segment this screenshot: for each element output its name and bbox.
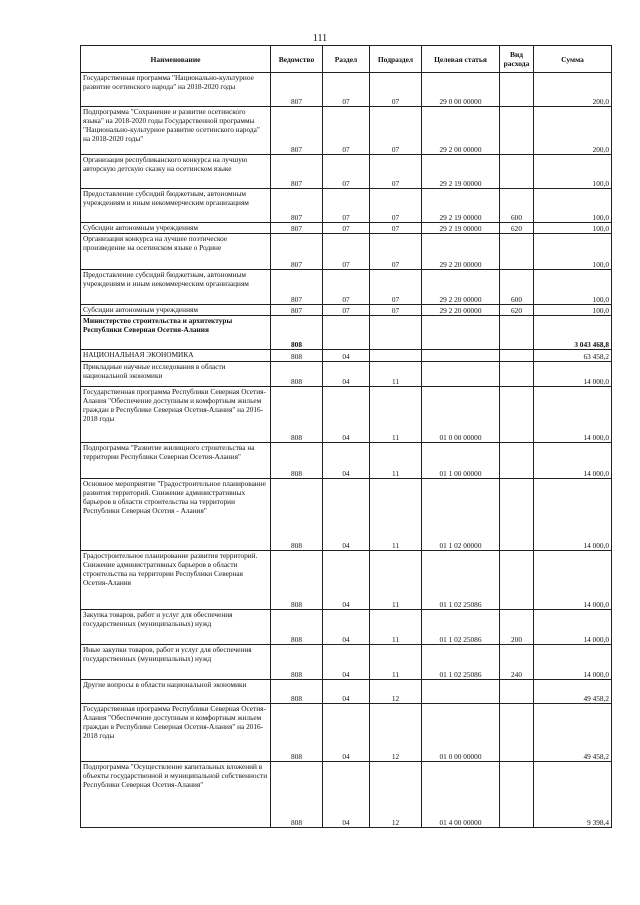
row-summa: 100,0 [534, 305, 612, 316]
header-vid-rashoda: Вид расхода [500, 46, 534, 73]
row-podrazdel: 11 [370, 610, 422, 645]
row-vid-rashoda [500, 680, 534, 704]
row-vedomstvo: 807 [271, 107, 323, 155]
row-vid-rashoda: 240 [500, 645, 534, 680]
row-summa: 200,0 [534, 73, 612, 107]
row-celevaya-statya: 01 0 00 00000 [422, 387, 500, 443]
table-header [81, 46, 612, 73]
table-row [81, 704, 612, 762]
table-row [81, 387, 612, 443]
row-vedomstvo: 807 [271, 73, 323, 107]
table-row [81, 155, 612, 189]
row-razdel [323, 316, 370, 350]
row-summa: 14 000,0 [534, 645, 612, 680]
row-summa: 14 000,0 [534, 443, 612, 479]
row-vid-rashoda: 620 [500, 305, 534, 316]
row-vid-rashoda [500, 704, 534, 762]
header-vedomstvo: Ведомство [271, 46, 323, 73]
table-row [81, 107, 612, 155]
row-celevaya-statya: 29 2 19 00000 [422, 223, 500, 234]
row-razdel: 04 [323, 387, 370, 443]
row-name: Другие вопросы в области национальной экономики [81, 680, 271, 704]
row-name: Градостроительное планирование развития территорий. Снижение административных барьеров в области строительства на территории Республики Северная Осетия-Алания [81, 551, 271, 610]
row-name: Государственная программа Республики Северная Осетия-Алания "Обеспечение доступным и комфортным жильем граждан в Республике Северная Осетия-Алания" на 2016-2018 годы [81, 387, 271, 443]
row-name: НАЦИОНАЛЬНАЯ ЭКОНОМИКА [81, 350, 271, 362]
row-vid-rashoda [500, 234, 534, 270]
table-row [81, 223, 612, 234]
row-podrazdel: 11 [370, 362, 422, 387]
row-razdel: 04 [323, 350, 370, 362]
row-summa: 100,0 [534, 270, 612, 305]
row-vedomstvo: 808 [271, 762, 323, 828]
row-razdel: 04 [323, 362, 370, 387]
row-vid-rashoda: 620 [500, 223, 534, 234]
row-podrazdel: 12 [370, 762, 422, 828]
row-name: Подпрограмма "Осуществление капитальных вложений в объекты государственной и муниципальной собственности Республики Северная Осетия-Алания" [81, 762, 271, 828]
row-vedomstvo: 808 [271, 387, 323, 443]
row-vid-rashoda [500, 443, 534, 479]
row-celevaya-statya: 01 1 02 25086 [422, 645, 500, 680]
row-summa: 3 043 468,8 [534, 316, 612, 350]
row-vedomstvo: 808 [271, 680, 323, 704]
row-vedomstvo: 807 [271, 189, 323, 223]
row-vid-rashoda [500, 350, 534, 362]
row-razdel: 04 [323, 610, 370, 645]
row-celevaya-statya [422, 680, 500, 704]
row-podrazdel: 12 [370, 704, 422, 762]
header-name: Наименование [81, 46, 271, 73]
row-celevaya-statya: 01 0 00 00000 [422, 704, 500, 762]
row-celevaya-statya [422, 362, 500, 387]
row-vedomstvo: 807 [271, 234, 323, 270]
row-celevaya-statya: 01 1 02 25086 [422, 551, 500, 610]
row-name: Подпрограмма "Сохранение и развитие осетинского языка" на 2018-2020 годы Государственной программы "Национально-культурное развитие осетинского народа" на 2018-2020 годы" [81, 107, 271, 155]
row-celevaya-statya: 01 4 00 00000 [422, 762, 500, 828]
row-summa: 14 000,0 [534, 387, 612, 443]
row-celevaya-statya: 29 2 20 00000 [422, 270, 500, 305]
row-vid-rashoda [500, 73, 534, 107]
row-name: Организация республиканского конкурса на лучшую авторскую детскую сказку на осетинском языке [81, 155, 271, 189]
row-razdel: 07 [323, 73, 370, 107]
row-celevaya-statya: 29 2 19 00000 [422, 155, 500, 189]
row-summa: 200,0 [534, 107, 612, 155]
row-celevaya-statya [422, 350, 500, 362]
row-vid-rashoda [500, 551, 534, 610]
table-row [81, 305, 612, 316]
row-vid-rashoda: 600 [500, 189, 534, 223]
row-razdel: 07 [323, 189, 370, 223]
row-podrazdel: 07 [370, 107, 422, 155]
row-podrazdel: 11 [370, 645, 422, 680]
row-vedomstvo: 808 [271, 350, 323, 362]
row-razdel: 04 [323, 443, 370, 479]
row-vid-rashoda [500, 155, 534, 189]
table-row [81, 762, 612, 828]
row-razdel: 07 [323, 234, 370, 270]
row-vedomstvo: 808 [271, 610, 323, 645]
row-podrazdel: 07 [370, 73, 422, 107]
row-name: Прикладные научные исследования в области национальной экономики [81, 362, 271, 387]
row-razdel: 07 [323, 270, 370, 305]
table-row [81, 316, 612, 350]
row-podrazdel [370, 350, 422, 362]
row-celevaya-statya: 29 2 20 00000 [422, 234, 500, 270]
row-summa: 63 458,2 [534, 350, 612, 362]
row-razdel: 07 [323, 107, 370, 155]
table-row [81, 443, 612, 479]
row-celevaya-statya: 01 1 02 00000 [422, 479, 500, 551]
row-name: Основное мероприятие "Градостроительное планирование развития территорий. Снижение административных барьеров в области строительства на территории Республики Северная Осетия - Алания" [81, 479, 271, 551]
row-name: Закупка товаров, работ и услуг для обеспечения государственных (муниципальных) нужд [81, 610, 271, 645]
row-summa: 9 398,4 [534, 762, 612, 828]
row-name: Организация конкурса на лучшее поэтическое произведение на осетинском языке о Родине [81, 234, 271, 270]
page-number: 111 [312, 33, 328, 44]
row-summa: 49 458,2 [534, 704, 612, 762]
row-vid-rashoda [500, 107, 534, 155]
table-row [81, 551, 612, 610]
row-vedomstvo: 808 [271, 645, 323, 680]
row-vedomstvo: 808 [271, 479, 323, 551]
table-body [81, 73, 612, 828]
row-summa: 100,0 [534, 189, 612, 223]
row-vid-rashoda [500, 762, 534, 828]
header-celevaya-statya: Целевая статья [422, 46, 500, 73]
header-razdel: Раздел [323, 46, 370, 73]
table-row [81, 479, 612, 551]
row-name: Министерство строительства и архитектуры Республики Северная Осетия-Алания [81, 316, 271, 350]
row-razdel: 04 [323, 704, 370, 762]
row-name: Подпрограмма "Развитие жилищного строительства на территории Республики Северная Осетия-Алания" [81, 443, 271, 479]
table-row [81, 350, 612, 362]
table-row [81, 645, 612, 680]
row-podrazdel: 07 [370, 155, 422, 189]
table-row [81, 234, 612, 270]
row-vid-rashoda: 600 [500, 270, 534, 305]
header-summa: Сумма [534, 46, 612, 73]
row-celevaya-statya: 29 2 19 00000 [422, 189, 500, 223]
row-celevaya-statya: 29 0 00 00000 [422, 73, 500, 107]
row-name: Предоставление субсидий бюджетным, автономным учреждениям и иным некоммерческим организациям [81, 189, 271, 223]
table-row [81, 73, 612, 107]
header-podrazdel: Подраздел [370, 46, 422, 73]
row-vedomstvo: 808 [271, 316, 323, 350]
table-row [81, 189, 612, 223]
row-celevaya-statya: 29 2 00 00000 [422, 107, 500, 155]
row-name: Иные закупки товаров, работ и услуг для обеспечения государственных (муниципальных) нужд [81, 645, 271, 680]
row-podrazdel: 11 [370, 479, 422, 551]
row-podrazdel: 11 [370, 387, 422, 443]
row-razdel: 07 [323, 223, 370, 234]
row-name: Предоставление субсидий бюджетным, автономным учреждениям и иным некоммерческим организациям [81, 270, 271, 305]
row-summa: 100,0 [534, 223, 612, 234]
table-row [81, 680, 612, 704]
row-vid-rashoda [500, 316, 534, 350]
row-podrazdel: 07 [370, 270, 422, 305]
row-vedomstvo: 807 [271, 270, 323, 305]
row-razdel: 04 [323, 680, 370, 704]
row-vedomstvo: 808 [271, 443, 323, 479]
row-summa: 49 458,2 [534, 680, 612, 704]
row-podrazdel: 07 [370, 305, 422, 316]
row-vid-rashoda [500, 362, 534, 387]
row-vedomstvo: 808 [271, 551, 323, 610]
table-row [81, 362, 612, 387]
table-row [81, 270, 612, 305]
row-summa: 100,0 [534, 155, 612, 189]
row-podrazdel: 11 [370, 551, 422, 610]
row-summa: 14 000,0 [534, 479, 612, 551]
row-vid-rashoda [500, 387, 534, 443]
row-vid-rashoda: 200 [500, 610, 534, 645]
row-summa: 14 000,0 [534, 610, 612, 645]
row-vedomstvo: 808 [271, 362, 323, 387]
row-summa: 14 000,0 [534, 362, 612, 387]
row-vedomstvo: 807 [271, 223, 323, 234]
row-vedomstvo: 807 [271, 155, 323, 189]
row-summa: 14 000,0 [534, 551, 612, 610]
row-name: Субсидии автономным учреждениям [81, 223, 271, 234]
row-razdel: 04 [323, 479, 370, 551]
row-razdel: 04 [323, 551, 370, 610]
row-celevaya-statya: 01 1 02 25086 [422, 610, 500, 645]
budget-table [80, 45, 612, 828]
row-podrazdel: 12 [370, 680, 422, 704]
row-vedomstvo: 807 [271, 305, 323, 316]
row-summa: 100,0 [534, 234, 612, 270]
row-podrazdel: 07 [370, 223, 422, 234]
row-podrazdel: 11 [370, 443, 422, 479]
row-celevaya-statya [422, 316, 500, 350]
row-vid-rashoda [500, 479, 534, 551]
row-podrazdel: 07 [370, 189, 422, 223]
row-name: Государственная программа "Национально-культурное развитие осетинского народа" на 2018-2020 годы [81, 73, 271, 107]
row-podrazdel [370, 316, 422, 350]
row-podrazdel: 07 [370, 234, 422, 270]
row-vedomstvo: 808 [271, 704, 323, 762]
row-name: Государственная программа Республики Северная Осетия-Алания "Обеспечение доступным и комфортным жильем граждан в Республике Северная Осетия-Алания" на 2016-2018 годы [81, 704, 271, 762]
row-razdel: 04 [323, 762, 370, 828]
row-razdel: 07 [323, 305, 370, 316]
row-razdel: 04 [323, 645, 370, 680]
row-name: Субсидии автономным учреждениям [81, 305, 271, 316]
row-razdel: 07 [323, 155, 370, 189]
row-celevaya-statya: 29 2 20 00000 [422, 305, 500, 316]
table-row [81, 610, 612, 645]
row-celevaya-statya: 01 1 00 00000 [422, 443, 500, 479]
